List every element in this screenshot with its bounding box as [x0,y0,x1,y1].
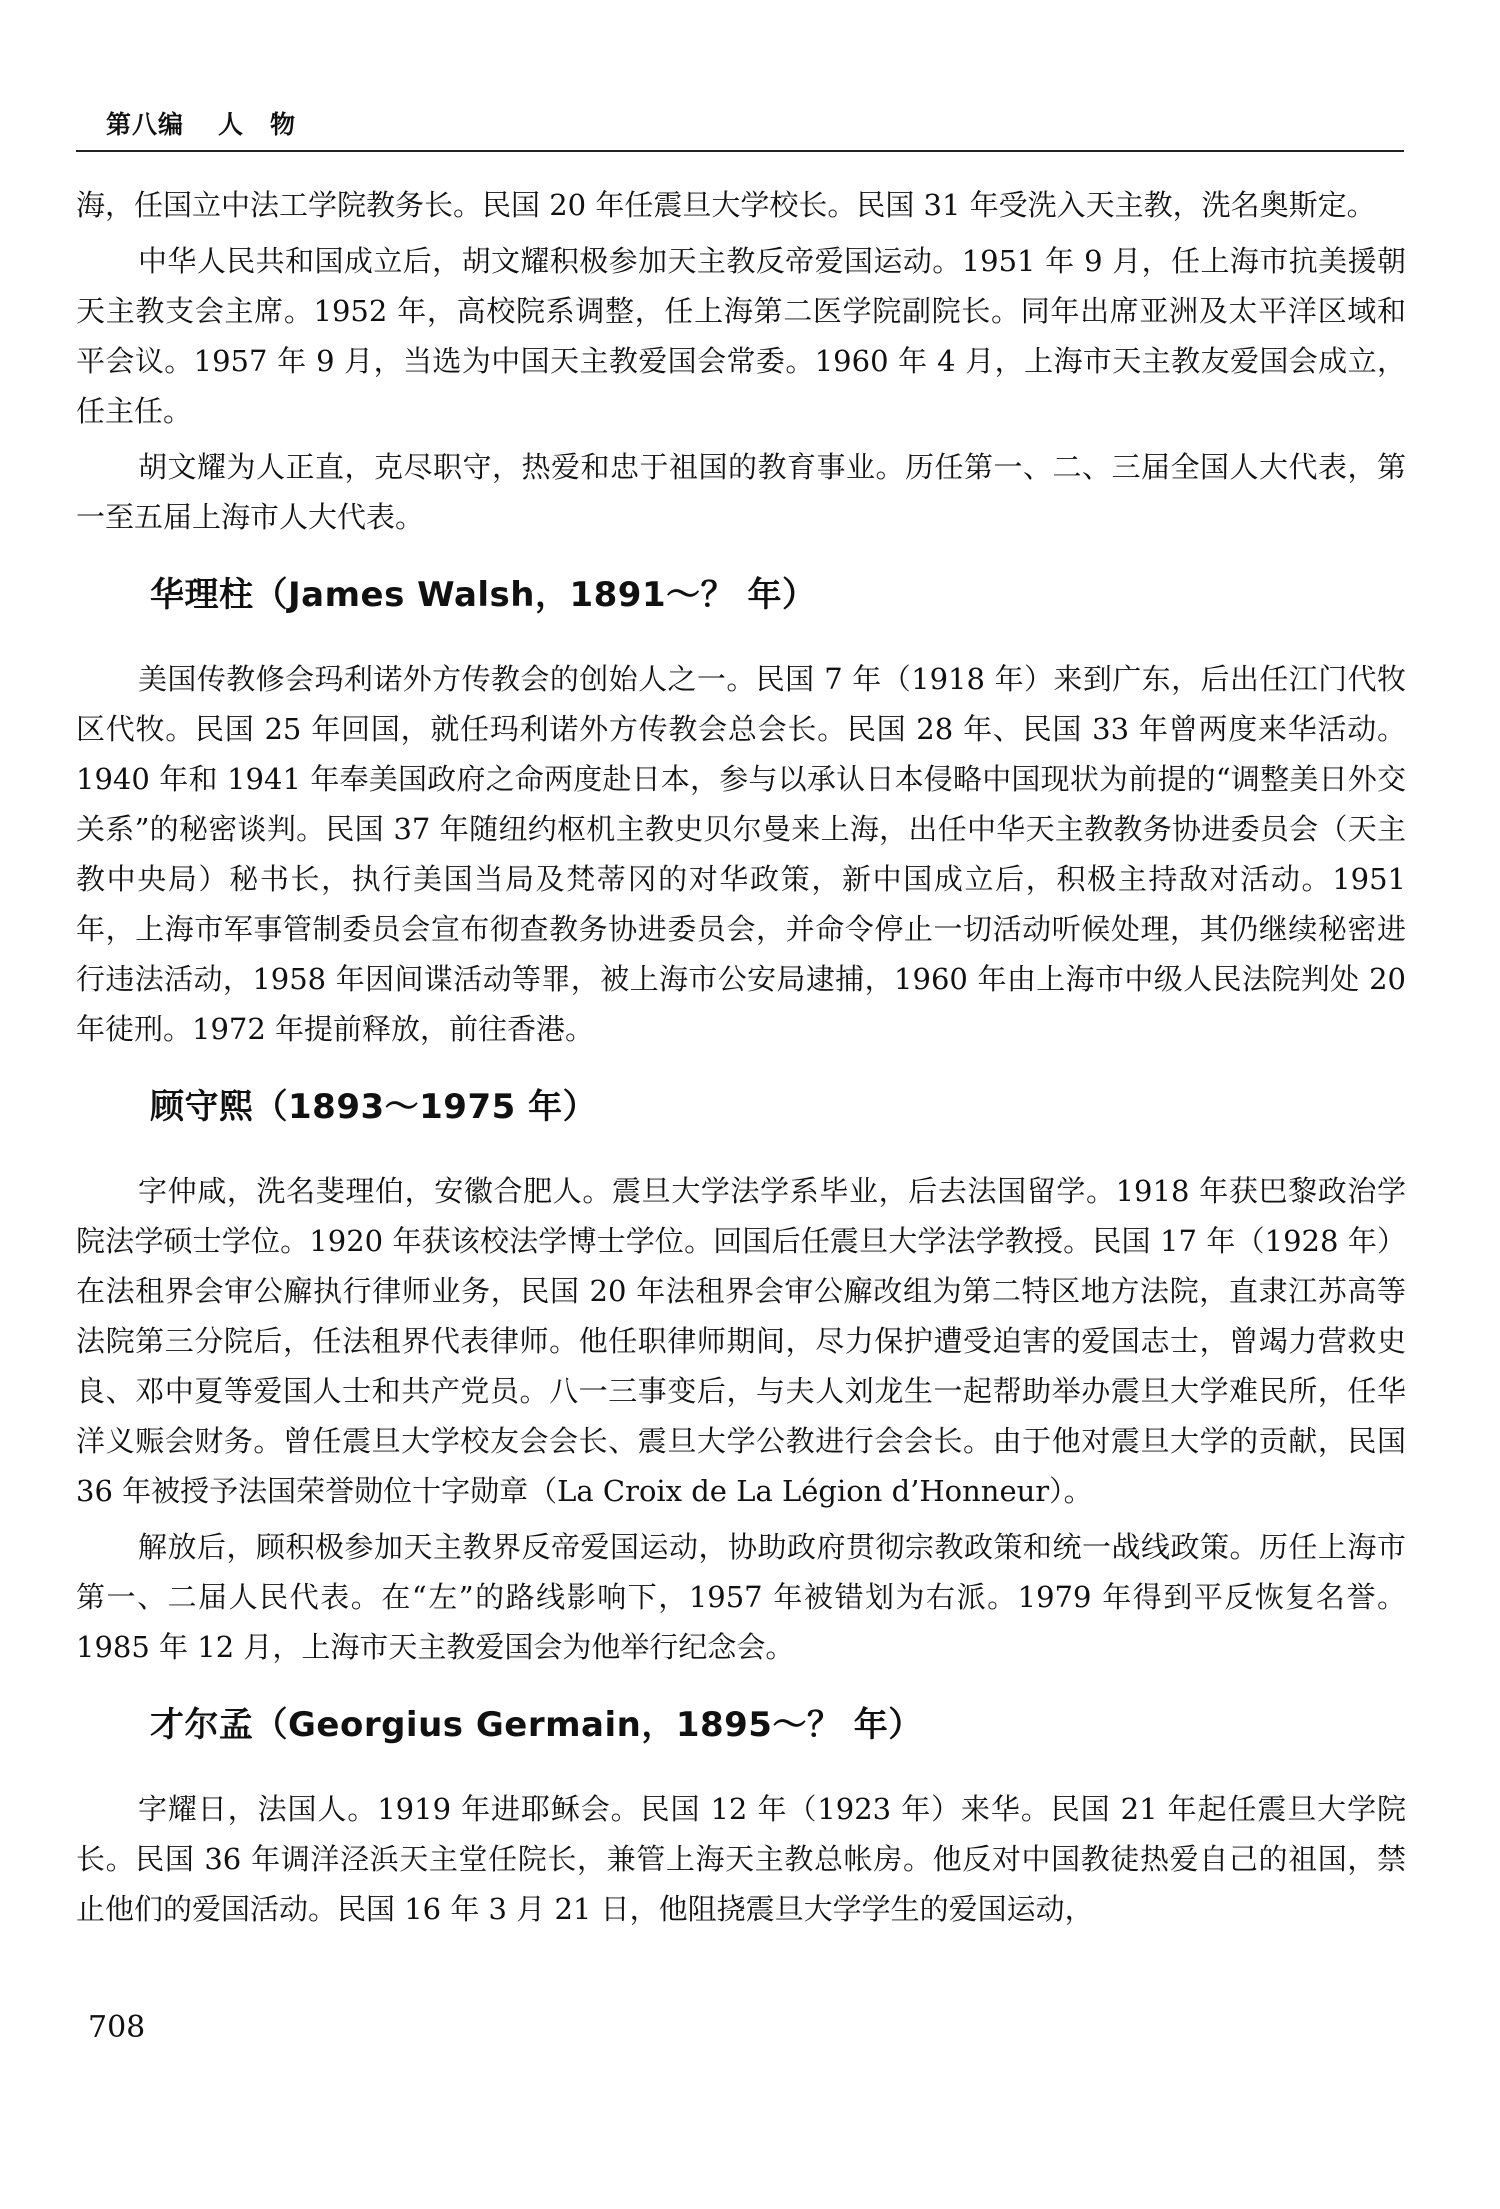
entry-heading-georgius-germain: 才尔孟（Georgius Germain，1895～？ 年） [150,1705,923,1745]
paragraph: 胡文耀为人正直，克尽职守，热爱和忠于祖国的教育事业。历任第一、二、三届全国人大代表，第一至五届上海市人大代表。 [76,450,1406,534]
page-number: 708 [88,2010,146,2045]
paragraph: 美国传教修会玛利诺外方传教会的创始人之一。民国 7 年（1918 年）来到广东，后出任江门代牧区代牧。民国 25 年回国，就任玛利诺外方传教会总会长。民国 28 年、民国 33 年曾两度来华活动。1940 年和 1941 年奉美国政府之命两度赴日本，参与以承认日本侵略中国现状为前提的“调整美日外交关系”的秘密谈判。民国 37 年随纽约枢机主教史贝尔曼来上海，出任中华天主教教务协进委员会（天主教中央局）秘书长，执行美国当局及梵蒂冈的对华政策，新中国成立后，积极主持敌对活动。1951 年，上海市军事管制委员会宣布彻查教务协进委员会，并命令停止一切活动听候处理，其仍继续秘密进行违法活动，1958 年因间谍活动等罪，被上海市公安局逮捕，1960 年由上海市中级人民法院判处 20 年徒刑。1972 年提前释放，前往香港。 [76,662,1406,1046]
header-rule [76,150,1404,152]
running-head-section: 第八编 [106,110,185,139]
page-body [76,180,1406,1940]
entry-heading-gu-shouxi: 顾守熙（1893～1975 年） [150,1087,598,1127]
paragraph: 中华人民共和国成立后，胡文耀积极参加天主教反帝爱国运动。1951 年 9 月，任上海市抗美援朝天主教支会主席。1952 年，高校院系调整，任上海第二医学院副院长。同年出席亚洲及太平洋区域和平会议。1957 年 9 月，当选为中国天主教爱国会常委。1960 年 4 月，上海市天主教友爱国会成立，任主任。 [76,244,1406,428]
entry-heading-james-walsh: 华理柱（James Walsh，1891～？ 年） [150,575,817,615]
running-head [106,105,296,141]
paragraph: 字耀日，法国人。1919 年进耶稣会。民国 12 年（1923 年）来华。民国 21 年起任震旦大学院长。民国 36 年调洋泾浜天主堂任院长，兼管上海天主教总帐房。他反对中国教徒热爱自己的祖国，禁止他们的爱国活动。民国 16 年 3 月 21 日，他阻挠震旦大学学生的爱国运动， [76,1792,1406,1926]
running-head-topic: 人 物 [218,110,297,139]
paragraph: 字仲咸，洗名斐理伯，安徽合肥人。震旦大学法学系毕业，后去法国留学。1918 年获巴黎政治学院法学硕士学位。1920 年获该校法学博士学位。回国后任震旦大学法学教授。民国 17 年（1928 年）在法租界会审公廨执行律师业务，民国 20 年法租界会审公廨改组为第二特区地方法院，直隶江苏高等法院第三分院后，任法租界代表律师。他任职律师期间，尽力保护遭受迫害的爱国志士，曾竭力营救史良、邓中夏等爱国人士和共产党员。八一三事变后，与夫人刘龙生一起帮助举办震旦大学难民所，任华洋义赈会财务。曾任震旦大学校友会会长、震旦大学公教进行会会长。由于他对震旦大学的贡献，民国 36 年被授予法国荣誉勋位十字勋章（La Croix de La Légion d’Honneur）。 [76,1174,1406,1508]
paragraph-continued: 海，任国立中法工学院教务长。民国 20 年任震旦大学校长。民国 31 年受洗入天主教，洗名奥斯定。 [76,188,1376,222]
paragraph: 解放后，顾积极参加天主教界反帝爱国运动，协助政府贯彻宗教政策和统一战线政策。历任上海市第一、二届人民代表。在“左”的路线影响下，1957 年被错划为右派。1979 年得到平反恢复名誉。1985 年 12 月，上海市天主教爱国会为他举行纪念会。 [76,1530,1406,1664]
